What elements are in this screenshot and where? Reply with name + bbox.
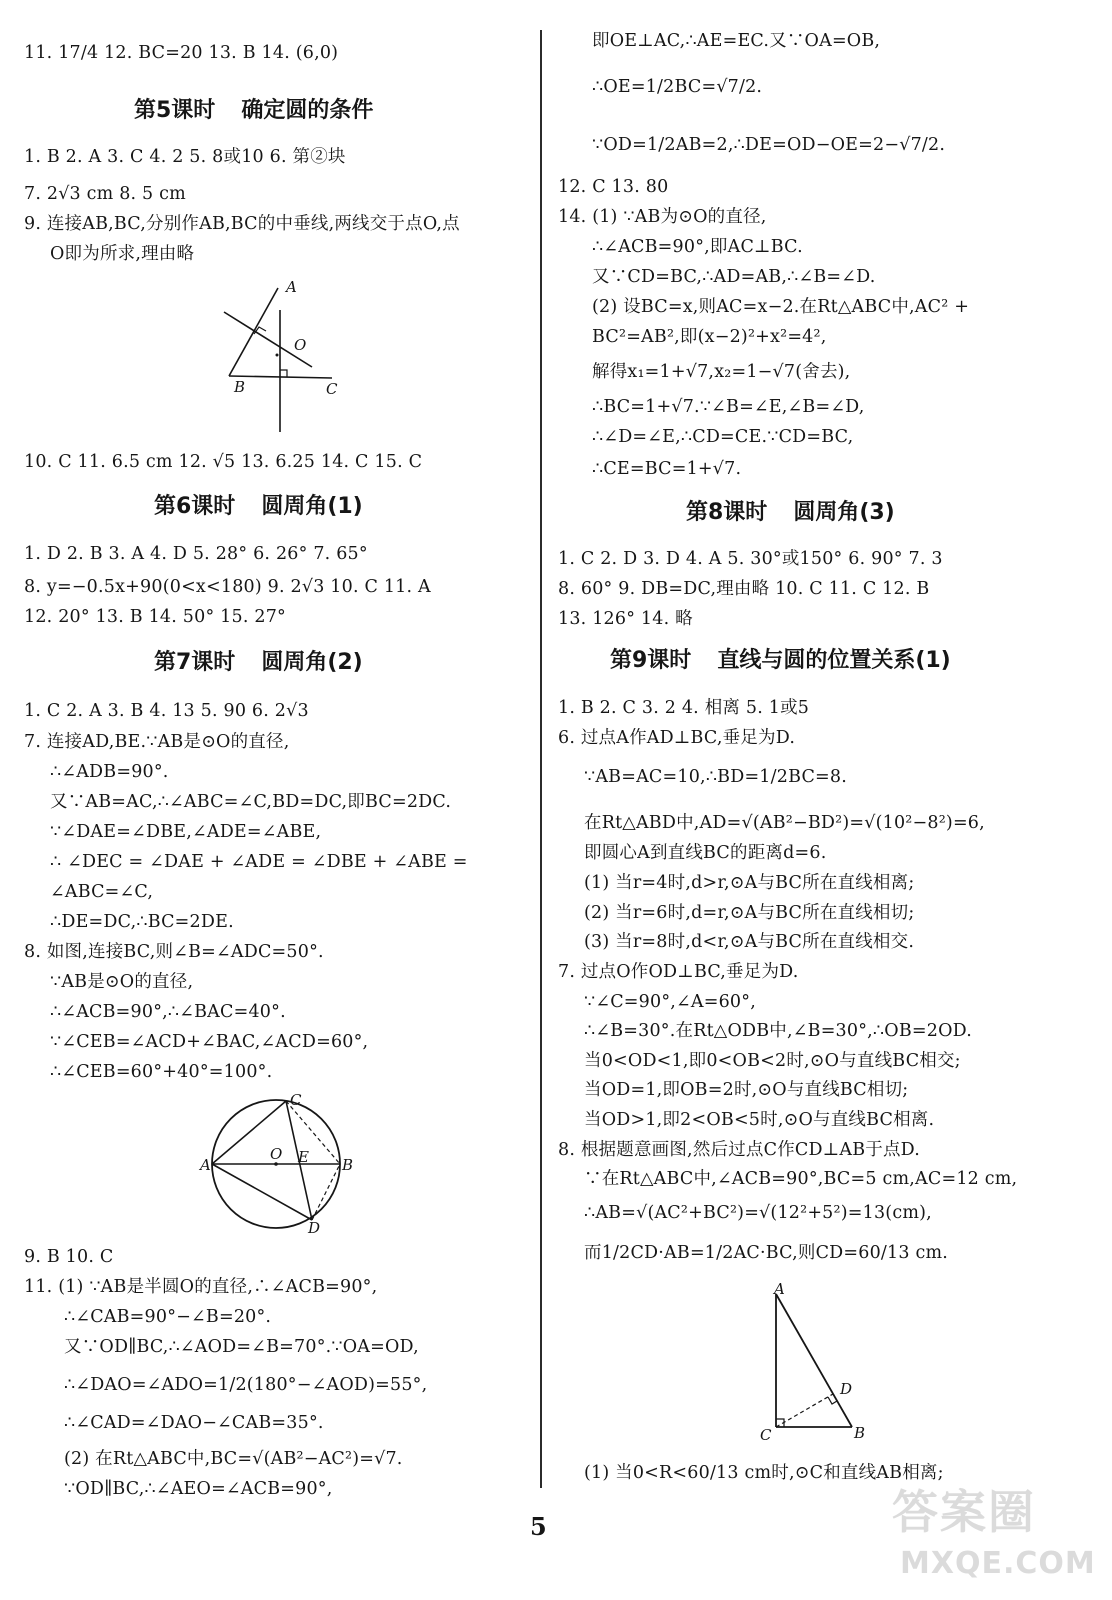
section-heading-lesson-8: 第8课时 圆周角(3) bbox=[686, 500, 895, 525]
answer-line: ∴CE=BC=1+√7. bbox=[592, 459, 742, 479]
answer-line: ∴∠ACB=90°,即AC⊥BC. bbox=[592, 237, 803, 257]
section-heading-lesson-5: 第5课时 确定圆的条件 bbox=[134, 98, 374, 123]
answer-line: 7. 2√3 cm 8. 5 cm bbox=[24, 184, 186, 204]
answer-line: 13. 126° 14. 略 bbox=[558, 609, 693, 629]
answer-line: ∵AB是⊙O的直径, bbox=[50, 972, 194, 992]
answer-line: 8. y=−0.5x+90(0<x<180) 9. 2√3 10. C 11. A bbox=[24, 577, 431, 597]
answer-line: ∵AB=AC=10,∴BD=1/2BC=8. bbox=[584, 767, 848, 787]
answer-line: O即为所求,理由略 bbox=[50, 244, 195, 264]
answer-line: 12. 20° 13. B 14. 50° 15. 27° bbox=[24, 607, 286, 627]
answer-line: 8. 如图,连接BC,则∠B=∠ADC=50°. bbox=[24, 942, 324, 962]
answer-line: BC²=AB²,即(x−2)²+x²=4², bbox=[592, 327, 827, 347]
answer-line: ∵∠DAE=∠DBE,∠ADE=∠ABE, bbox=[50, 822, 322, 842]
figure-label: B bbox=[342, 1156, 354, 1174]
answer-line: ∴BC=1+√7.∵∠B=∠E,∠B=∠D, bbox=[592, 397, 865, 417]
answer-line: ∴∠B=30°.在Rt△ODB中,∠B=30°,∴OB=2OD. bbox=[584, 1021, 972, 1041]
figure-label: A bbox=[286, 278, 297, 296]
answer-line: (1) 当r=4时,d>r,⊙A与BC所在直线相离; bbox=[584, 873, 915, 893]
answer-line: 1. B 2. C 3. 2 4. 相离 5. 1或5 bbox=[558, 698, 810, 718]
answer-line: 1. C 2. D 3. D 4. A 5. 30°或150° 6. 90° 7. 3 bbox=[558, 549, 943, 569]
figure-label: C bbox=[290, 1091, 302, 1109]
answer-line: (1) 当0<R<60/13 cm时,⊙C和直线AB相离; bbox=[584, 1463, 944, 1483]
answer-line: ∵∠CEB=∠ACD+∠BAC,∠ACD=60°, bbox=[50, 1032, 369, 1052]
answer-line: 而1/2CD·AB=1/2AC·BC,则CD=60/13 cm. bbox=[584, 1243, 949, 1263]
answer-line: ∴∠CAD=∠DAO−∠CAB=35°. bbox=[64, 1413, 324, 1433]
section-heading-lesson-7: 第7课时 圆周角(2) bbox=[154, 650, 363, 675]
right-column bbox=[552, 0, 1072, 1540]
section-heading-lesson-9: 第9课时 直线与圆的位置关系(1) bbox=[610, 648, 951, 673]
answer-line: 解得x₁=1+√7,x₂=1−√7(舍去), bbox=[592, 362, 851, 382]
answer-line: ∴∠D=∠E,∴CD=CE.∵CD=BC, bbox=[592, 427, 854, 447]
circle-diameter-figure bbox=[200, 1090, 354, 1237]
answer-line: ∴∠DAO=∠ADO=1/2(180°−∠AOD)=55°, bbox=[64, 1375, 428, 1395]
answer-line: 9. B 10. C bbox=[24, 1247, 114, 1267]
page-number: 5 bbox=[530, 1512, 547, 1541]
answer-line: ∵OD∥BC,∴∠AEO=∠ACB=90°, bbox=[64, 1479, 333, 1499]
answer-line: ∴AB=√(AC²+BC²)=√(12²+5²)=13(cm), bbox=[584, 1203, 932, 1223]
figure-label: O bbox=[270, 1145, 283, 1163]
answer-line: 6. 过点A作AD⊥BC,垂足为D. bbox=[558, 728, 796, 748]
figure-label: B bbox=[234, 378, 246, 396]
answer-line: ∴∠CEB=60°+40°=100°. bbox=[50, 1062, 273, 1082]
figure-label: O bbox=[294, 336, 307, 354]
right-triangle-figure bbox=[752, 1282, 882, 1447]
watermark-text-top: 答案圈 bbox=[892, 1485, 1036, 1539]
figure-label: D bbox=[308, 1219, 321, 1237]
section-heading-lesson-6: 第6课时 圆周角(1) bbox=[154, 494, 363, 519]
answer-line: 11. (1) ∵AB是半圆O的直径,∴∠ACB=90°, bbox=[24, 1277, 378, 1297]
answer-line: 又∵OD∥BC,∴∠AOD=∠B=70°.∵OA=OD, bbox=[64, 1337, 419, 1357]
answer-line: 8. 60° 9. DB=DC,理由略 10. C 11. C 12. B bbox=[558, 579, 930, 599]
answer-line: ∵∠C=90°,∠A=60°, bbox=[584, 992, 756, 1012]
answer-line: 9. 连接AB,BC,分别作AB,BC的中垂线,两线交于点O,点 bbox=[24, 214, 460, 234]
answer-line: 当0<OD<1,即0<OB<2时,⊙O与直线BC相交; bbox=[584, 1051, 961, 1071]
answer-line: 7. 连接AD,BE.∵AB是⊙O的直径, bbox=[24, 732, 290, 752]
answer-line: 当OD>1,即2<OB<5时,⊙O与直线BC相离. bbox=[584, 1110, 935, 1130]
answer-line: ∴DE=DC,∴BC=2DE. bbox=[50, 912, 234, 932]
watermark-text-bottom: MXQE.COM bbox=[900, 1546, 1096, 1581]
answer-line: 即OE⊥AC,∴AE=EC.又∵OA=OB, bbox=[592, 31, 881, 51]
answer-line: 11. 17/4 12. BC=20 13. B 14. (6,0) bbox=[24, 43, 339, 63]
answer-line: 在Rt△ABD中,AD=√(AB²−BD²)=√(10²−8²)=6, bbox=[584, 813, 985, 833]
answer-line: 又∵CD=BC,∴AD=AB,∴∠B=∠D. bbox=[592, 267, 876, 287]
answer-line: ∵OD=1/2AB=2,∴DE=OD−OE=2−√7/2. bbox=[592, 135, 946, 155]
answer-line: ∴∠ADB=90°. bbox=[50, 762, 169, 782]
answer-line: 1. D 2. B 3. A 4. D 5. 28° 6. 26° 7. 65° bbox=[24, 544, 368, 564]
figure-label: A bbox=[200, 1156, 211, 1174]
answer-line: 即圆心A到直线BC的距离d=6. bbox=[584, 843, 827, 863]
answer-line: 12. C 13. 80 bbox=[558, 177, 669, 197]
answer-line: ∴∠ACB=90°,∴∠BAC=40°. bbox=[50, 1002, 286, 1022]
answer-line: (2) 当r=6时,d=r,⊙A与BC所在直线相切; bbox=[584, 903, 915, 923]
figure-label: D bbox=[840, 1380, 853, 1398]
answer-line: ∵在Rt△ABC中,∠ACB=90°,BC=5 cm,AC=12 cm, bbox=[584, 1169, 1018, 1189]
answer-line: 1. B 2. A 3. C 4. 2 5. 8或10 6. 第②块 bbox=[24, 147, 346, 167]
figure-label: E bbox=[298, 1148, 309, 1166]
watermark-logo bbox=[892, 1476, 1102, 1594]
answer-line: (2) 设BC=x,则AC=x−2.在Rt△ABC中,AC² + bbox=[592, 297, 970, 317]
answer-line: ∴OE=1/2BC=√7/2. bbox=[592, 77, 763, 97]
answer-line: 1. C 2. A 3. B 4. 13 5. 90 6. 2√3 bbox=[24, 701, 309, 721]
figure-label: A bbox=[774, 1280, 785, 1298]
answer-line: 14. (1) ∵AB为⊙O的直径, bbox=[558, 207, 767, 227]
answer-line: 当OD=1,即OB=2时,⊙O与直线BC相切; bbox=[584, 1080, 909, 1100]
figure-label: C bbox=[326, 380, 338, 398]
answer-line: 又∵AB=AC,∴∠ABC=∠C,BD=DC,即BC=2DC. bbox=[50, 792, 452, 812]
figure-label: C bbox=[760, 1426, 772, 1444]
answer-line: 10. C 11. 6.5 cm 12. √5 13. 6.25 14. C 15. C bbox=[24, 452, 423, 472]
answer-line: (3) 当r=8时,d<r,⊙A与BC所在直线相交. bbox=[584, 932, 915, 952]
column-divider bbox=[540, 30, 542, 1488]
figure-label: B bbox=[854, 1424, 866, 1442]
perpendicular-bisector-figure bbox=[214, 272, 354, 437]
left-column bbox=[14, 0, 534, 1540]
answer-line: (2) 在Rt△ABC中,BC=√(AB²−AC²)=√7. bbox=[64, 1449, 403, 1469]
answer-line: ∠ABC=∠C, bbox=[50, 882, 154, 902]
answer-line: 8. 根据题意画图,然后过点C作CD⊥AB于点D. bbox=[558, 1140, 921, 1160]
answer-line: ∴∠CAB=90°−∠B=20°. bbox=[64, 1307, 272, 1327]
answer-line: ∴ ∠DEC = ∠DAE + ∠ADE = ∠DBE + ∠ABE = bbox=[50, 852, 468, 872]
answer-line: 7. 过点O作OD⊥BC,垂足为D. bbox=[558, 962, 799, 982]
